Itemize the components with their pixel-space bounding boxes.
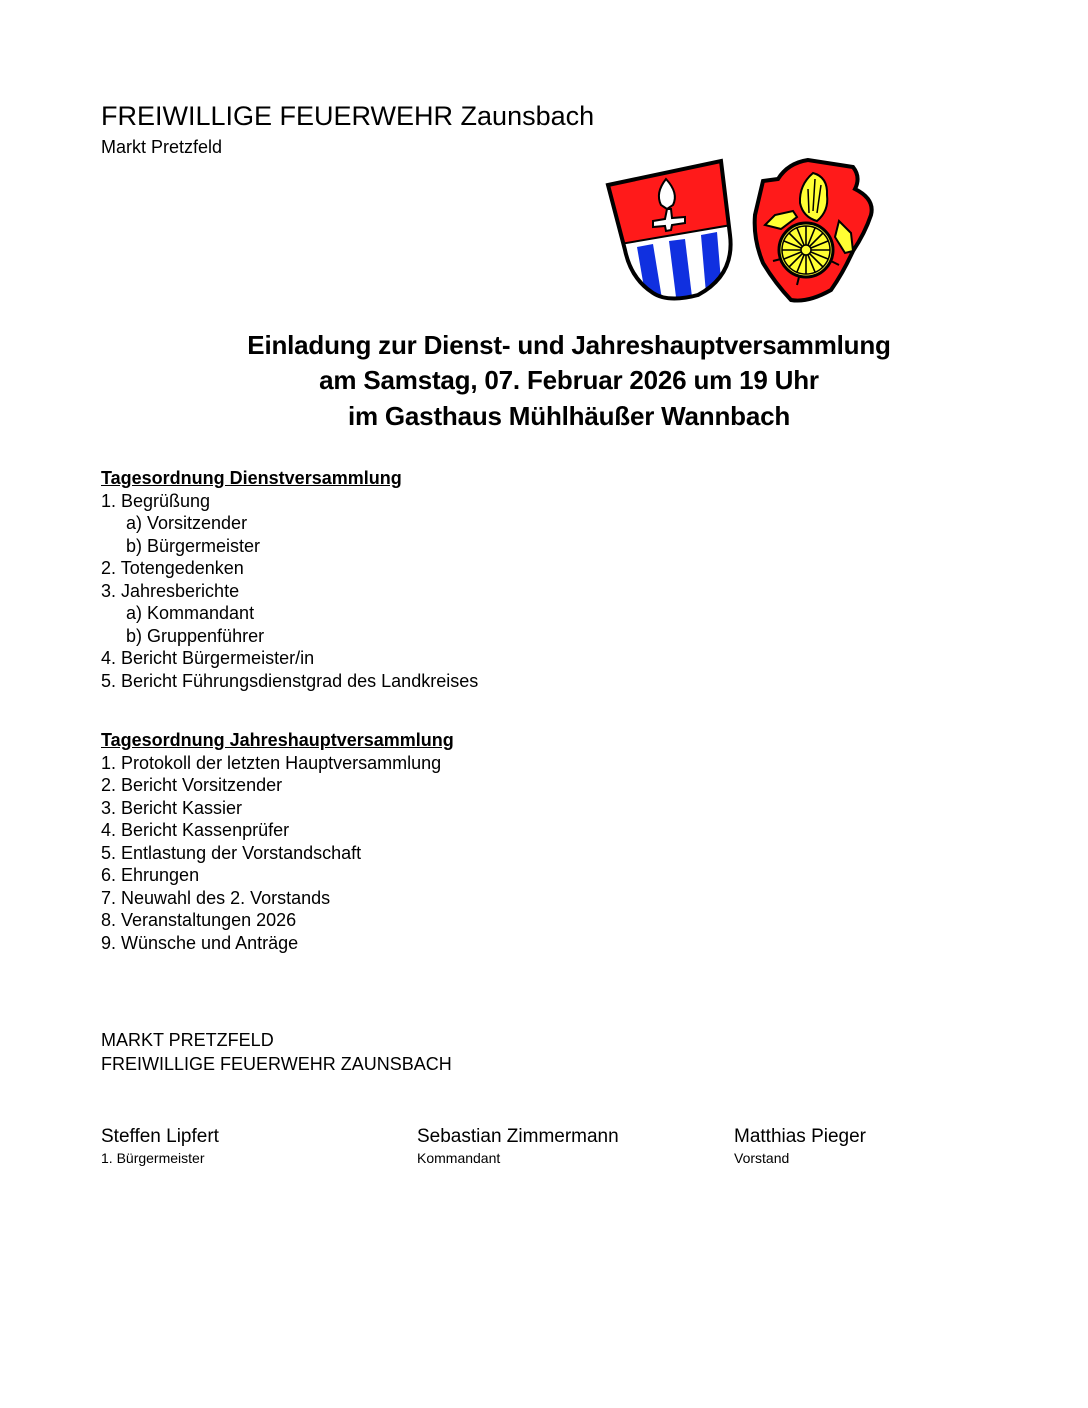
signatory-name: Matthias Pieger	[734, 1126, 867, 1147]
agenda-item: 3. Jahresberichte	[101, 580, 240, 601]
invitation-location: im Gasthaus Mühlhäußer Wannbach	[347, 401, 791, 431]
signature-org-line2: FREIWILLIGE FEUERWEHR ZAUNSBACH	[101, 1054, 452, 1074]
agenda-subitem: b) Gruppenführer	[126, 625, 265, 646]
agenda-item: 7. Neuwahl des 2. Vorstands	[101, 887, 331, 908]
signatory-chairman	[734, 1125, 866, 1168]
agenda-item: 5. Entlastung der Vorstandschaft	[101, 842, 362, 863]
agenda-item: 2. Bericht Vorsitzender	[101, 775, 283, 795]
signatory-name: Steffen Lipfert	[101, 1126, 219, 1147]
agenda-service-title: Tagesordnung Dienstversammlung	[101, 468, 402, 488]
invitation-title: Einladung zur Dienst- und Jahreshauptversammlung	[247, 330, 891, 360]
agenda-subitem: a) Kommandant	[126, 603, 255, 623]
agenda-item: 5. Bericht Führungsdienstgrad des Landkreises	[101, 670, 479, 691]
signatory-role: 1. Bürgermeister	[101, 1150, 205, 1166]
signatory-role: Vorstand	[734, 1150, 790, 1166]
signatory-mayor	[101, 1125, 219, 1168]
invitation-date: am Samstag, 07. Februar 2026 um 19 Uhr	[319, 365, 819, 395]
signatory-commander	[417, 1125, 619, 1168]
municipality-subtitle: Markt Pretzfeld	[101, 137, 223, 157]
fire-brigade-emblem-icon	[755, 160, 872, 301]
agenda-service-meeting	[101, 467, 478, 692]
agenda-subitem: a) Vorsitzender	[126, 513, 248, 533]
agenda-item: 4. Bericht Bürgermeister/in	[101, 648, 315, 668]
agenda-item: 2. Totengedenken	[101, 558, 244, 578]
signature-org-line1: MARKT PRETZFELD	[101, 1030, 274, 1050]
signature-organization	[101, 1028, 452, 1076]
agenda-item: 9. Wünsche und Anträge	[101, 932, 299, 953]
agenda-item: 3. Bericht Kassier	[101, 797, 243, 818]
agenda-annual-title: Tagesordnung Jahreshauptversammlung	[101, 730, 454, 750]
agenda-item: 8. Veranstaltungen 2026	[101, 910, 297, 930]
emblems	[603, 155, 883, 305]
agenda-item: 6. Ehrungen	[101, 865, 200, 885]
signatory-name: Sebastian Zimmermann	[417, 1126, 619, 1147]
agenda-item: 4. Bericht Kassenprüfer	[101, 820, 290, 840]
agenda-item: 1. Protokoll der letzten Hauptversammlung	[101, 752, 442, 773]
agenda-annual-meeting	[101, 729, 454, 954]
emblems-graphic	[603, 155, 883, 305]
municipal-coat-of-arms-icon	[603, 155, 743, 305]
agenda-subitem: b) Bürgermeister	[126, 535, 261, 556]
agenda-item: 1. Begrüßung	[101, 490, 211, 511]
signatory-role: Kommandant	[417, 1150, 501, 1166]
organization-title: FREIWILLIGE FEUERWEHR Zaunsbach	[101, 101, 595, 131]
